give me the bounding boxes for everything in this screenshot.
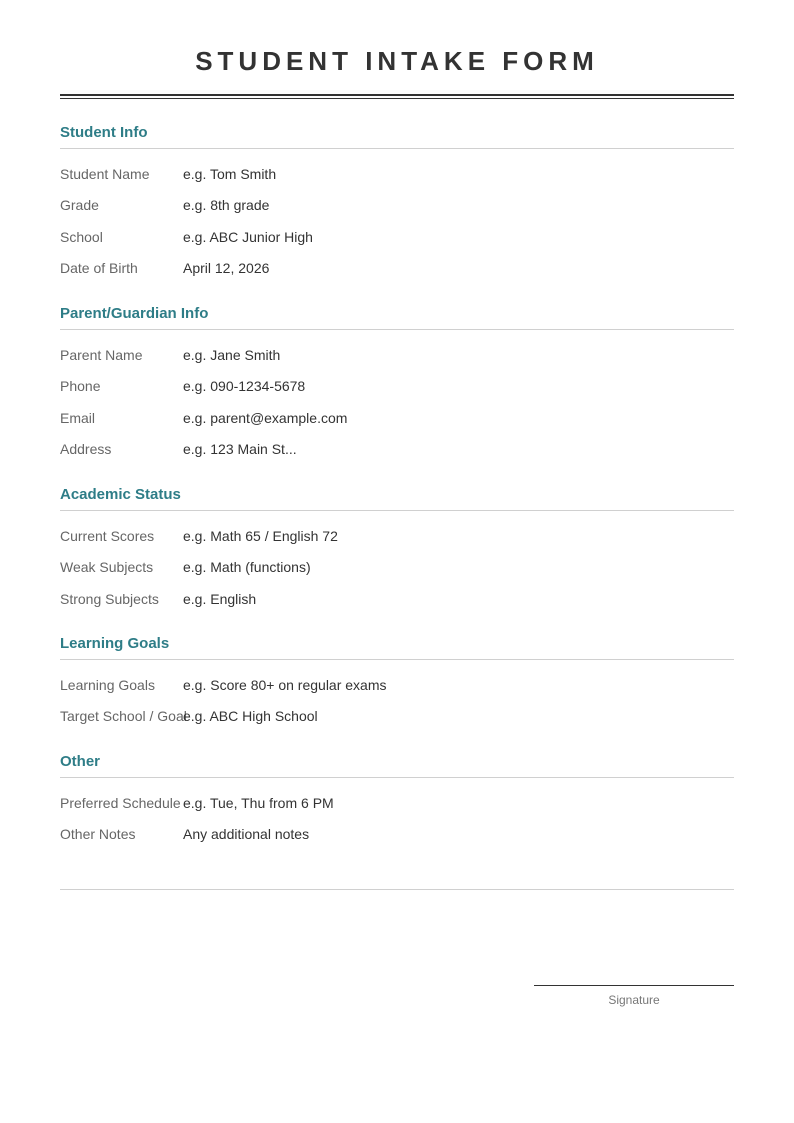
field-label: Phone bbox=[60, 378, 101, 395]
field-label: Parent Name bbox=[60, 346, 143, 363]
target-school-field[interactable]: e.g. ABC High School bbox=[183, 708, 318, 725]
signature-label: Signature bbox=[608, 993, 660, 1007]
field-row-preferred-schedule bbox=[60, 787, 734, 819]
field-row-weak-subjects bbox=[60, 552, 734, 584]
field-row-student-name bbox=[60, 158, 734, 190]
phone-field[interactable]: e.g. 090-1234-5678 bbox=[183, 378, 306, 395]
preferred-schedule-field[interactable]: e.g. Tue, Thu from 6 PM bbox=[183, 794, 334, 811]
field-row-current-scores bbox=[60, 520, 734, 552]
address-field[interactable]: e.g. 123 Main St... bbox=[183, 441, 297, 458]
learning-goals-field[interactable]: e.g. Score 80+ on regular exams bbox=[183, 676, 387, 693]
grade-field[interactable]: e.g. 8th grade bbox=[183, 197, 270, 214]
current-scores-field[interactable]: e.g. Math 65 / English 72 bbox=[183, 527, 338, 544]
field-row-parent-name bbox=[60, 339, 734, 371]
section-learning-goals bbox=[60, 632, 734, 732]
strong-subjects-field[interactable]: e.g. English bbox=[183, 590, 257, 607]
section-heading: Parent/Guardian Info bbox=[60, 302, 734, 330]
section-heading: Academic Status bbox=[60, 483, 734, 511]
section-academic-status bbox=[60, 483, 734, 615]
field-row-grade bbox=[60, 190, 734, 222]
email-field[interactable]: e.g. parent@example.com bbox=[183, 409, 348, 426]
student-name-field[interactable]: e.g. Tom Smith bbox=[183, 165, 277, 182]
field-row-strong-subjects bbox=[60, 583, 734, 615]
signature-line[interactable] bbox=[534, 985, 734, 986]
field-label: School bbox=[60, 228, 103, 245]
intake-form-page bbox=[60, 0, 734, 1123]
field-label: Preferred Schedule bbox=[60, 794, 181, 811]
weak-subjects-field[interactable]: e.g. Math (functions) bbox=[183, 559, 311, 576]
parent-name-field[interactable]: e.g. Jane Smith bbox=[183, 346, 281, 363]
field-label: Strong Subjects bbox=[60, 590, 159, 607]
field-label: Grade bbox=[60, 197, 99, 214]
field-row-address bbox=[60, 434, 734, 466]
section-heading: Student Info bbox=[60, 121, 734, 149]
field-label: Weak Subjects bbox=[60, 559, 154, 576]
field-row-target-school bbox=[60, 701, 734, 733]
field-row-email bbox=[60, 402, 734, 434]
section-student-info bbox=[60, 121, 734, 284]
field-row-learning-goals bbox=[60, 669, 734, 701]
signature-block bbox=[534, 985, 734, 1007]
form-title: STUDENT INTAKE FORM bbox=[195, 46, 599, 76]
field-label: Current Scores bbox=[60, 527, 155, 544]
field-row-date-of-birth bbox=[60, 253, 734, 285]
bottom-divider bbox=[60, 889, 734, 890]
field-label: Target School / Goal bbox=[60, 708, 187, 725]
field-label: Student Name bbox=[60, 165, 150, 182]
section-parent-guardian-info bbox=[60, 302, 734, 465]
field-label: Address bbox=[60, 441, 112, 458]
section-heading: Other bbox=[60, 750, 734, 778]
field-label: Email bbox=[60, 409, 96, 426]
field-row-school bbox=[60, 221, 734, 253]
date-of-birth-field[interactable]: April 12, 2026 bbox=[183, 260, 270, 277]
field-label: Date of Birth bbox=[60, 260, 138, 277]
field-row-other-notes bbox=[60, 819, 734, 851]
other-notes-field[interactable]: Any additional notes bbox=[183, 826, 310, 843]
field-label: Other Notes bbox=[60, 826, 136, 843]
title-divider bbox=[60, 94, 734, 99]
section-other bbox=[60, 750, 734, 850]
section-heading: Learning Goals bbox=[60, 632, 734, 660]
school-field[interactable]: e.g. ABC Junior High bbox=[183, 228, 313, 245]
field-row-phone bbox=[60, 371, 734, 403]
field-label: Learning Goals bbox=[60, 676, 155, 693]
